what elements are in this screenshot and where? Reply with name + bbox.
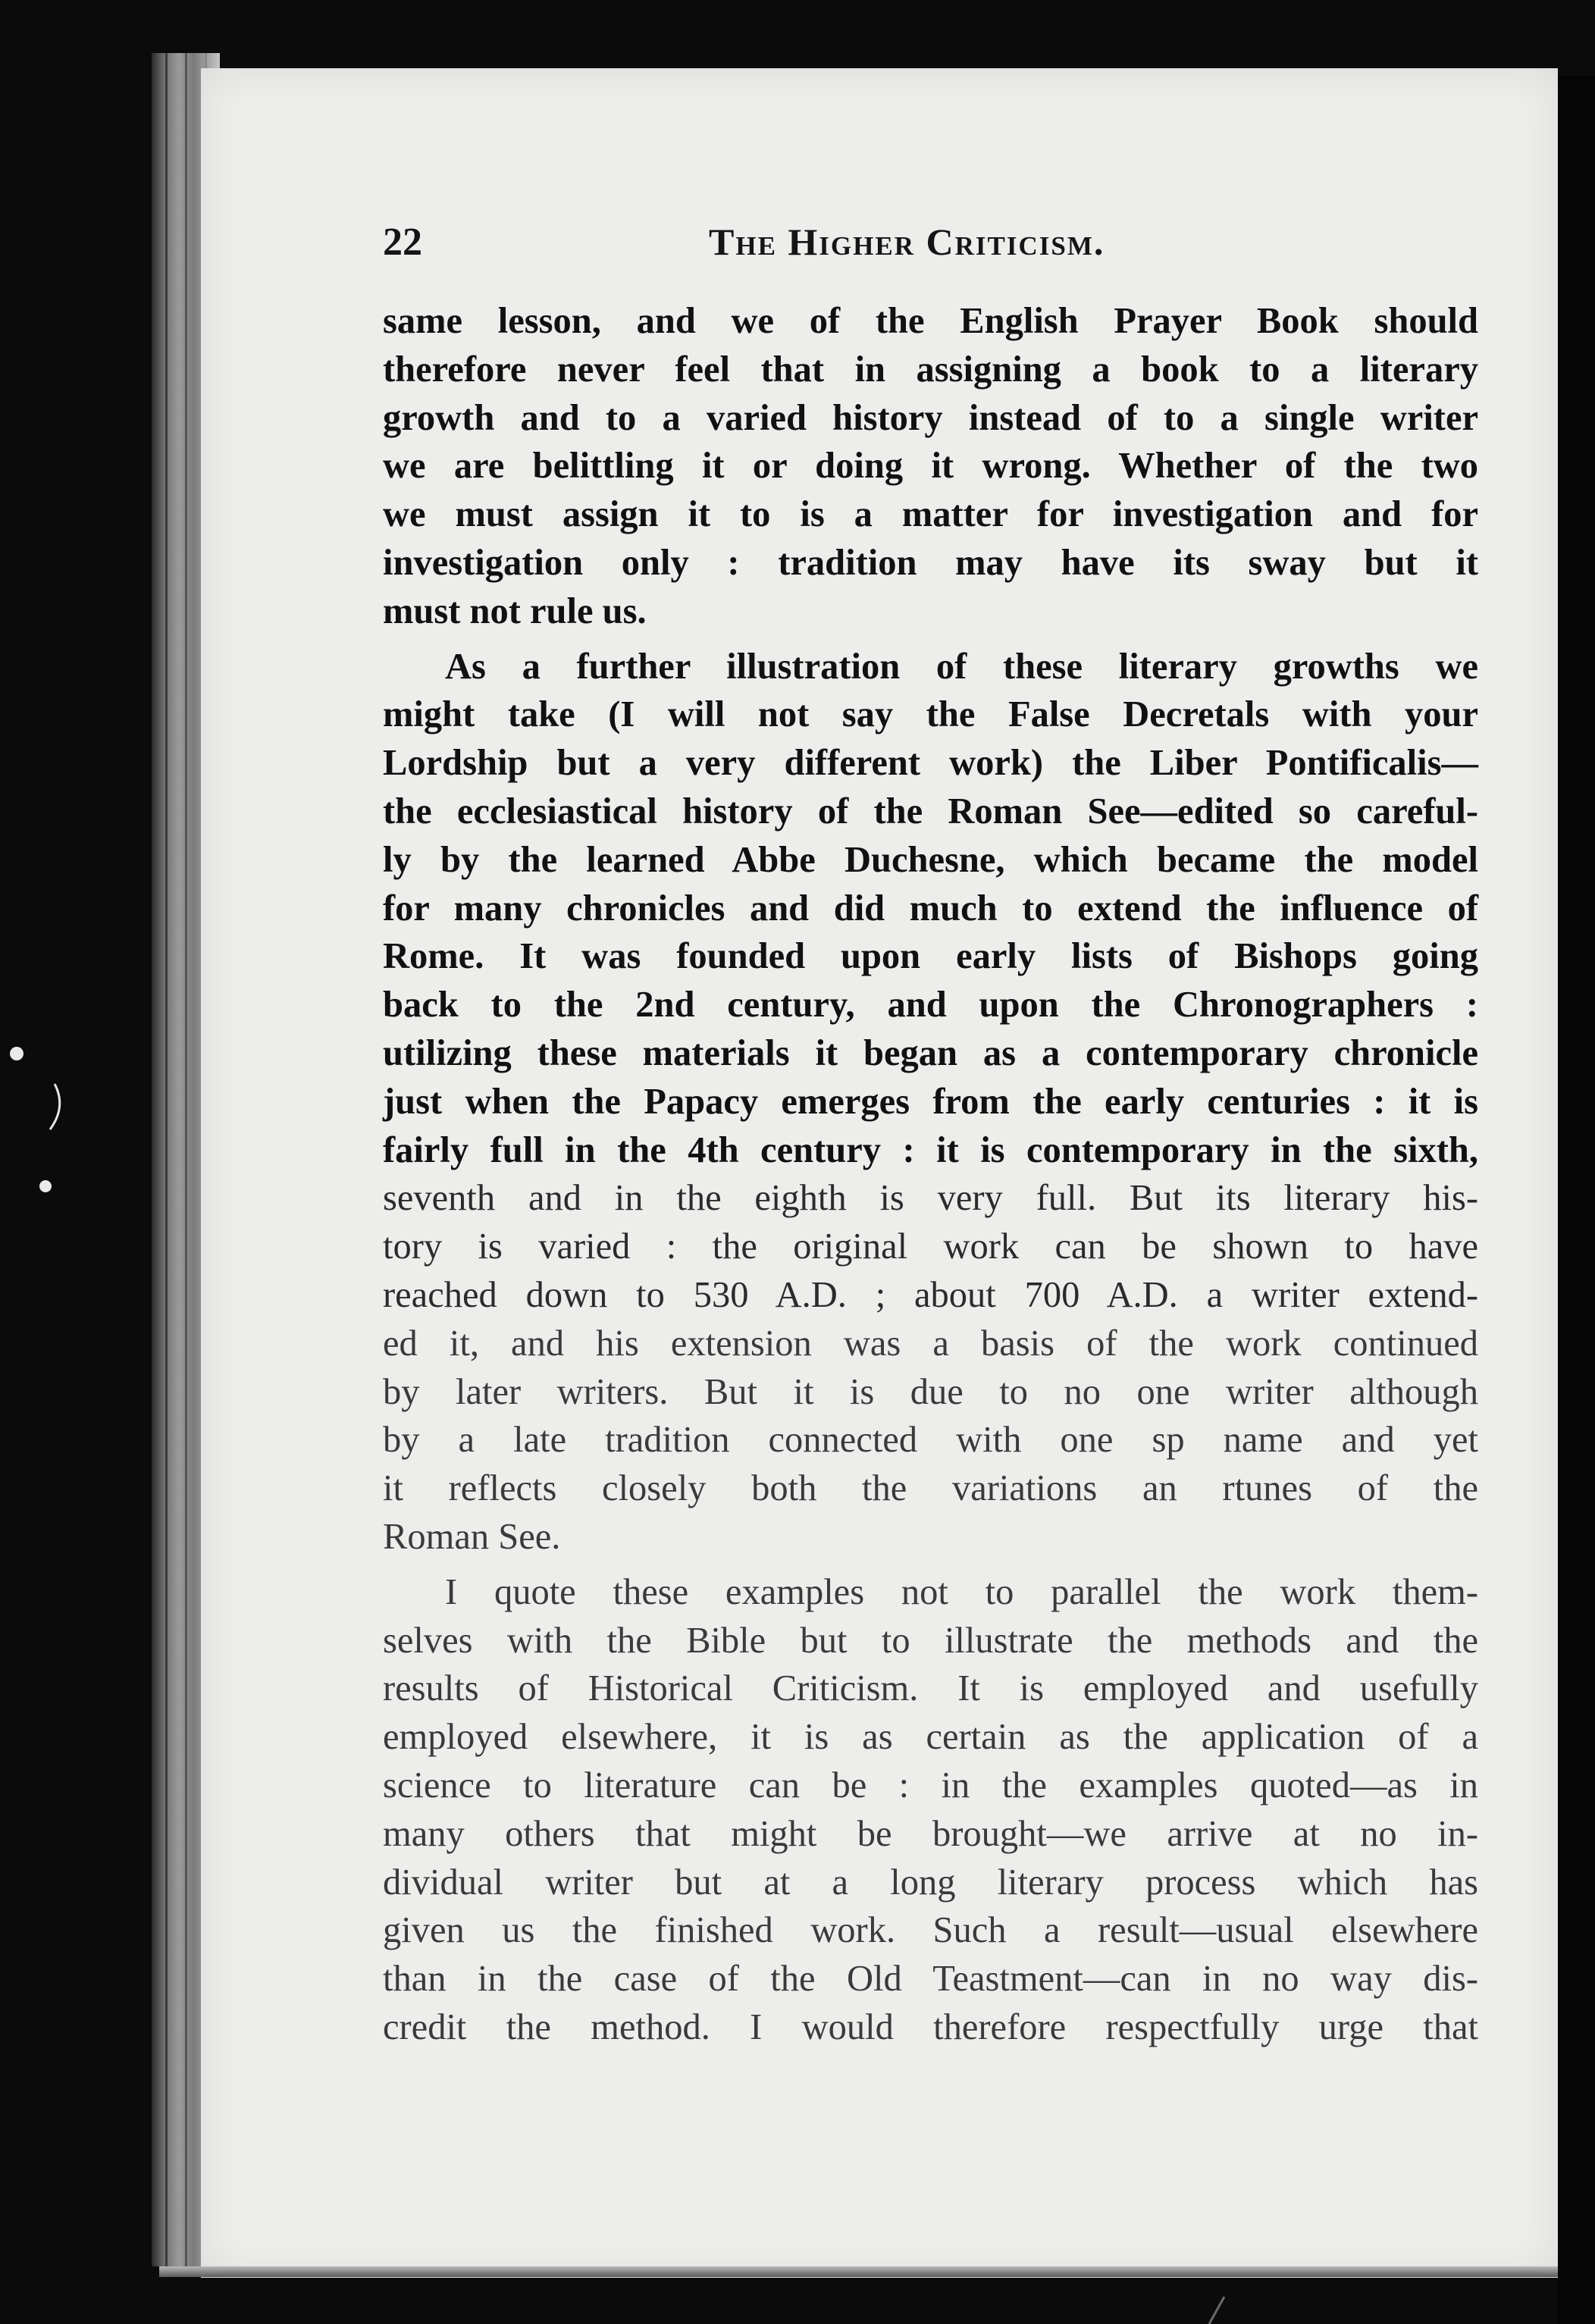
text-line: As a further illustration of these literary growths we bbox=[445, 646, 1478, 687]
text-line: reached down to 530 A.D. ; about 700 A.D. a writer extend- bbox=[383, 1274, 1478, 1315]
speck bbox=[39, 1180, 52, 1192]
text-line: tory is varied : the original work can be shown to have bbox=[383, 1226, 1478, 1267]
text-line: dividual writer but at a long literary process which has bbox=[383, 1862, 1478, 1903]
paragraph bbox=[383, 1568, 1478, 2052]
running-header bbox=[383, 220, 1520, 280]
running-title: The Higher Criticism. bbox=[709, 221, 1105, 263]
paragraph bbox=[383, 643, 1478, 1561]
text-line: Lordship but a very different work) the Liber Pontificalis— bbox=[383, 743, 1478, 784]
text-line: investigation only : tradition may have its sway but it bbox=[383, 542, 1478, 583]
scratch bbox=[50, 1084, 60, 1129]
text-line: many others that might be brought—we arrive at no in- bbox=[383, 1813, 1478, 1854]
text-line: selves with the Bible but to illustrate the methods and the bbox=[383, 1620, 1478, 1661]
text-line: same lesson, and we of the English Prayer Book should bbox=[383, 301, 1478, 341]
text-line: we must assign it to is a matter for investigation and for bbox=[383, 494, 1478, 535]
text-line: it reflects closely both the variations an rtunes of the bbox=[383, 1468, 1478, 1509]
text-line: we are belittling it or doing it wrong. Whether of the two bbox=[383, 446, 1478, 487]
speck bbox=[10, 1047, 24, 1060]
page-bottom-edge bbox=[159, 2266, 1562, 2277]
text-line: by a late tradition connected with one sp name and yet bbox=[383, 1420, 1478, 1461]
text-line: must not rule us. bbox=[383, 590, 647, 631]
text-line: back to the 2nd century, and upon the Chronographers : bbox=[383, 985, 1478, 1026]
text-line: seventh and in the eighth is very full. But its literary his- bbox=[383, 1178, 1478, 1219]
text-line: ed it, and his extension was a basis of the work continued bbox=[383, 1323, 1478, 1364]
text-line: Rome. It was founded upon early lists of Bishops going bbox=[383, 936, 1478, 977]
text-line: science to literature can be : in the examples quoted—as in bbox=[383, 1765, 1478, 1806]
scratch bbox=[1209, 2297, 1224, 2324]
text-line: than in the case of the Old Teastment—can in no way dis- bbox=[383, 1959, 1478, 2000]
right-shadow bbox=[1558, 76, 1595, 2324]
text-line: the ecclesiastical history of the Roman See—edited so careful- bbox=[383, 791, 1478, 832]
text-line: I quote these examples not to parallel the work them- bbox=[445, 1571, 1478, 1612]
text-line: given us the finished work. Such a result—usual elsewhere bbox=[383, 1910, 1478, 1951]
paragraph bbox=[383, 297, 1478, 636]
text-line: utilizing these materials it began as a contemporary chronicle bbox=[383, 1032, 1478, 1073]
body-text bbox=[383, 297, 1478, 2052]
text-line: growth and to a varied history instead of to a single writer bbox=[383, 397, 1478, 438]
text-line: by later writers. But it is due to no one writer although bbox=[383, 1371, 1478, 1412]
text-line: employed elsewhere, it is as certain as the application of a bbox=[383, 1717, 1478, 1758]
text-line: ly by the learned Abbe Duchesne, which became the model bbox=[383, 839, 1478, 880]
text-line: just when the Papacy emerges from the early centuries : it is bbox=[383, 1081, 1478, 1122]
text-line: might take (I will not say the False Decretals with your bbox=[383, 694, 1478, 735]
text-line: Roman See. bbox=[383, 1516, 561, 1557]
text-line: for many chronicles and did much to extend the influence of bbox=[383, 888, 1478, 929]
page-number: 22 bbox=[383, 221, 422, 264]
gutter-line bbox=[165, 53, 168, 2266]
gutter-line bbox=[185, 53, 187, 2266]
text-line: therefore never feel that in assigning a book to a literary bbox=[383, 349, 1478, 390]
text-line: results of Historical Criticism. It is employed and usefully bbox=[383, 1668, 1478, 1709]
specks bbox=[10, 1047, 52, 1192]
text-line: fairly full in the 4th century : it is contemporary in the sixth, bbox=[383, 1129, 1478, 1170]
text-line: credit the method. I would therefore respectfully urge that bbox=[383, 2006, 1478, 2047]
